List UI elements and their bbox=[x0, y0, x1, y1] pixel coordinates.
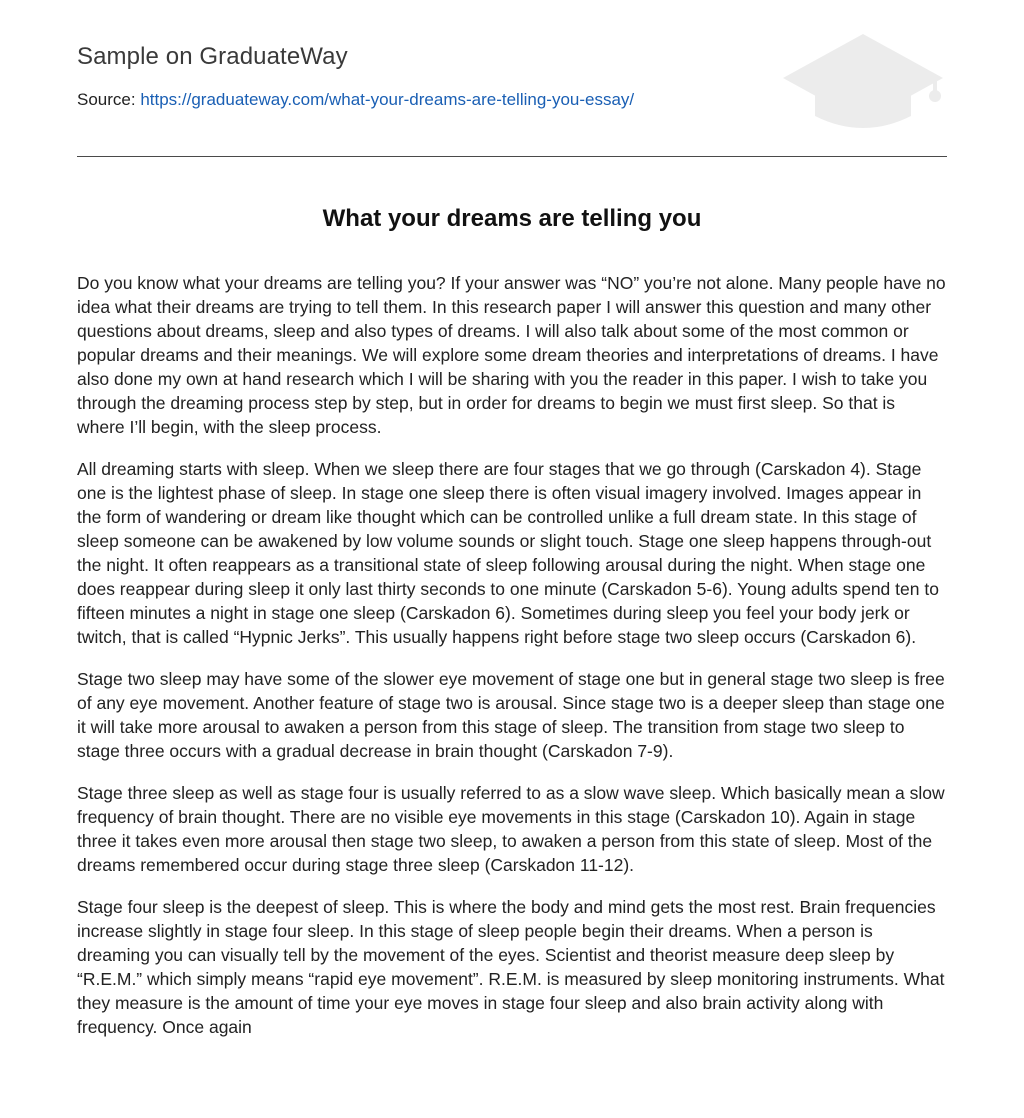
site-title: Sample on GraduateWay bbox=[77, 43, 348, 70]
document-body bbox=[77, 271, 947, 1039]
source-line bbox=[77, 90, 634, 110]
source-link[interactable]: https://graduateway.com/what-your-dreams-are-telling-you-essay/ bbox=[140, 90, 635, 109]
document-title: What your dreams are telling you bbox=[322, 205, 702, 232]
paragraph: Do you know what your dreams are telling you? If your answer was “NO” you’re not alone. Many people have no idea what their dreams are trying to tell them. In this research paper I will answer this question and many other questions about dreams, sleep and also types of dreams. I will also talk about some of the most common or popular dreams and their meanings. We will explore some dream theories and interpretations of dreams. I have also done my own at hand research which I will be sharing with you the reader in this paper. I wish to take you through the dreaming process step by step, but in order for dreams to begin we must first sleep. So that is where I’ll begin, with the sleep process. bbox=[77, 273, 946, 437]
source-label: Source: bbox=[77, 90, 136, 109]
page bbox=[77, 0, 947, 1057]
paragraph: Stage three sleep as well as stage four is usually referred to as a slow wave sleep. Which basically mean a slow frequency of brain thought. There are no visible eye movements in this stage (Carskadon 10). Again in stage three it takes even more arousal then stage two sleep, to awaken a person from this state of sleep. Most of the dreams remembered occur during stage three sleep (Carskadon 11-12). bbox=[77, 783, 945, 875]
paragraph: Stage four sleep is the deepest of sleep. This is where the body and mind gets the most rest. Brain frequencies increase slightly in stage four sleep. In this stage of sleep people begin their dreams. When a person is dreaming you can visually tell by the movement of the eyes. Scientist and theorist measure deep sleep by “R.E.M.” which simply means “rapid eye movement”. R.E.M. is measured by sleep monitoring instruments. What they measure is the amount of time your eye moves in stage four sleep and also brain activity along with frequency. Once again bbox=[77, 897, 945, 1037]
graduation-cap-icon bbox=[779, 30, 947, 134]
site-header bbox=[77, 0, 947, 157]
paragraph: All dreaming starts with sleep. When we sleep there are four stages that we go through (Carskadon 4). Stage one is the lightest phase of sleep. In stage one sleep there is often visual imagery involved. Images appear in the form of wandering or dream like thought which can be controlled unlike a full dream state. In this stage of sleep someone can be awakened by low volume sounds or slight touch. Stage one sleep happens through-out the night. It often reappears as a transitional state of sleep following arousal during the night. When stage one does reappear during sleep it only last thirty seconds to one minute (Carskadon 5-6). Young adults spend ten to fifteen minutes a night in stage one sleep (Carskadon 6). Sometimes during sleep you feel your body jerk or twitch, that is called “Hypnic Jerks”. This usually happens right before stage two sleep occurs (Carskadon 6). bbox=[77, 459, 939, 647]
paragraph: Stage two sleep may have some of the slower eye movement of stage one but in general stage two sleep is free of any eye movement. Another feature of stage two is arousal. Since stage two is a deeper sleep than stage one it will take more arousal to awaken a person from this stage of sleep. The transition from stage two sleep to stage three occurs with a gradual decrease in brain thought (Carskadon 7-9). bbox=[77, 669, 945, 761]
